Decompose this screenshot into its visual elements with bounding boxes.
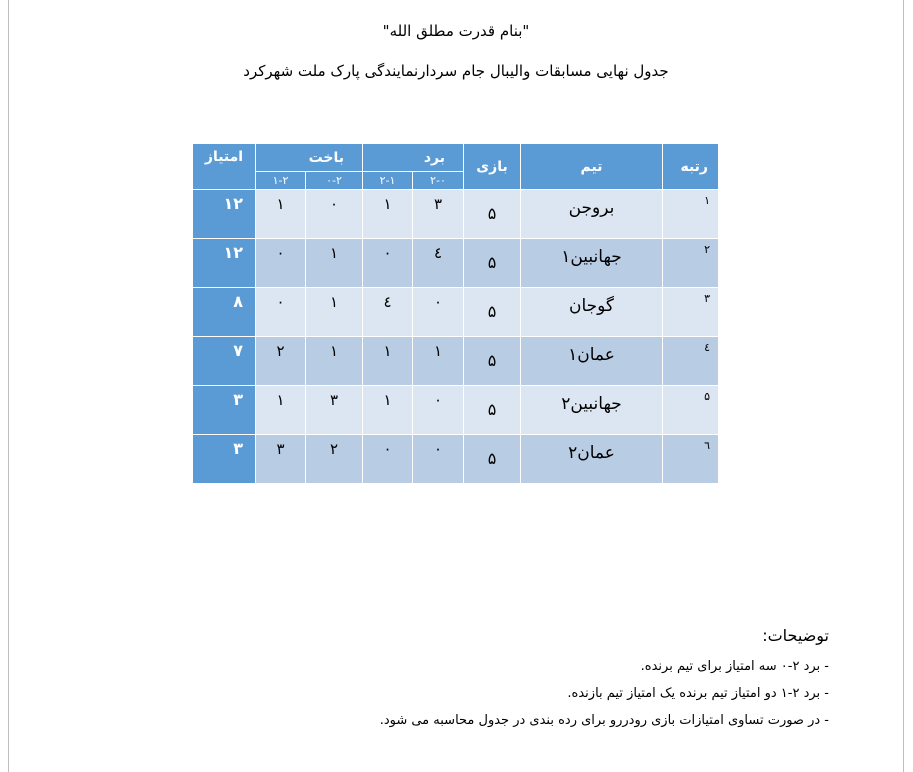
points-cell: ۱۲ [193, 239, 256, 288]
rank-cell: ٤ [663, 337, 719, 386]
rank-cell: ۱ [663, 190, 719, 239]
loss-1-2-cell: ۱ [256, 190, 306, 239]
notes-title: توضیحات: [762, 626, 829, 645]
loss-0-2-cell: ۱ [306, 288, 363, 337]
win-2-1-cell: ۱ [363, 190, 413, 239]
loss-0-2-cell: ۱ [306, 239, 363, 288]
table-row [193, 239, 719, 288]
basmala-heading: "بنام قدرت مطلق الله" [382, 22, 530, 40]
loss-0-2-cell: ۲ [306, 435, 363, 484]
loss-1-2-cell: ۰ [256, 239, 306, 288]
notes-section [380, 626, 829, 740]
subheader-win-2-0: ۲-۰ [413, 172, 464, 190]
team-cell: جهانبین۱ [521, 239, 663, 288]
games-cell: ۵ [464, 337, 521, 386]
table-row [193, 337, 719, 386]
win-2-1-cell: ۰ [363, 239, 413, 288]
table-row [193, 288, 719, 337]
note-item: - برد ۲-۱ دو امتیاز تیم برنده یک امتیاز تیم بازنده. [567, 686, 829, 701]
header-points: امتیاز [193, 144, 256, 190]
note-item: - در صورت تساوی امتیازات بازی رودررو برای رده بندی در جدول محاسبه می شود. [379, 713, 829, 728]
standings-table [192, 143, 719, 484]
points-cell: ۳ [193, 386, 256, 435]
win-2-1-cell: ۰ [363, 435, 413, 484]
win-2-0-cell: ٤ [413, 239, 464, 288]
team-cell: گوجان [521, 288, 663, 337]
header-losses: باخت [256, 144, 363, 172]
win-2-0-cell: ۰ [413, 288, 464, 337]
win-2-1-cell: ۱ [363, 386, 413, 435]
win-2-0-cell: ۰ [413, 435, 464, 484]
rank-cell: ۳ [663, 288, 719, 337]
win-2-0-cell: ۰ [413, 386, 464, 435]
games-cell: ۵ [464, 239, 521, 288]
games-cell: ۵ [464, 435, 521, 484]
win-2-1-cell: ٤ [363, 288, 413, 337]
table-row [193, 190, 719, 239]
loss-1-2-cell: ۱ [256, 386, 306, 435]
loss-1-2-cell: ۲ [256, 337, 306, 386]
loss-0-2-cell: ۰ [306, 190, 363, 239]
subheader-loss-1-2: ۱-۲ [256, 172, 306, 190]
win-2-0-cell: ۱ [413, 337, 464, 386]
win-2-1-cell: ۱ [363, 337, 413, 386]
team-cell: بروجن [521, 190, 663, 239]
loss-0-2-cell: ۳ [306, 386, 363, 435]
note-item: - برد ۲-۰ سه امتیاز برای تیم برنده. [640, 659, 829, 674]
points-cell: ۱۲ [193, 190, 256, 239]
points-cell: ۳ [193, 435, 256, 484]
header-wins: برد [363, 144, 464, 172]
points-cell: ۸ [193, 288, 256, 337]
points-cell: ۷ [193, 337, 256, 386]
subheader-loss-0-2: ۰-۲ [306, 172, 363, 190]
loss-1-2-cell: ۰ [256, 288, 306, 337]
win-2-0-cell: ۳ [413, 190, 464, 239]
header-team: تیم [521, 144, 663, 190]
table-row [193, 386, 719, 435]
team-cell: عمان۱ [521, 337, 663, 386]
rank-cell: ٦ [663, 435, 719, 484]
table-row [193, 435, 719, 484]
loss-1-2-cell: ۳ [256, 435, 306, 484]
rank-cell: ۲ [663, 239, 719, 288]
header-games: بازی [464, 144, 521, 190]
games-cell: ۵ [464, 386, 521, 435]
games-cell: ۵ [464, 190, 521, 239]
loss-0-2-cell: ۱ [306, 337, 363, 386]
team-cell: جهانبین۲ [521, 386, 663, 435]
team-cell: عمان۲ [521, 435, 663, 484]
document-title: جدول نهایی مسابقات والیبال جام سردارنمایندگی پارک ملت شهرکرد [243, 62, 669, 80]
rank-cell: ۵ [663, 386, 719, 435]
games-cell: ۵ [464, 288, 521, 337]
header-rank: رتبه [663, 144, 719, 190]
subheader-win-2-1: ۲-۱ [363, 172, 413, 190]
